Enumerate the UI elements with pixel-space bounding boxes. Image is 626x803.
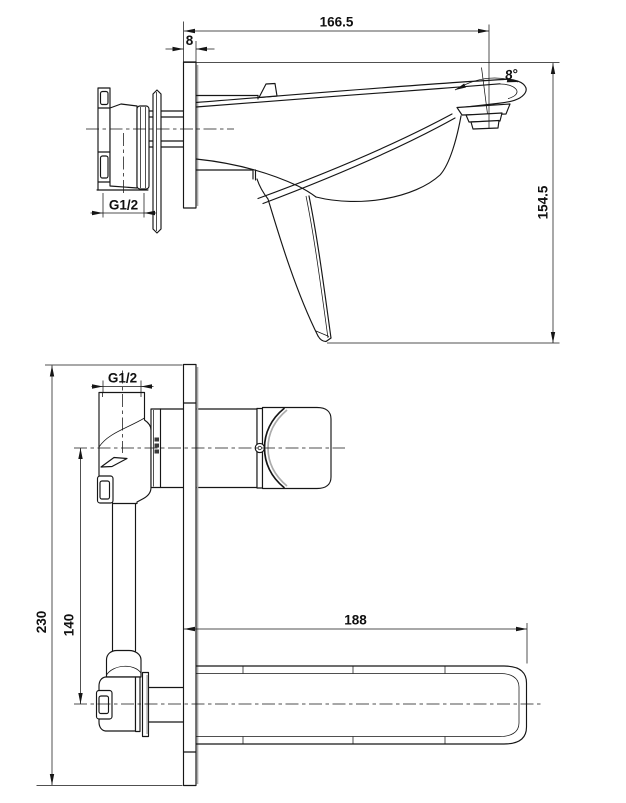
side-port-inner — [100, 481, 110, 499]
arrowhead — [50, 774, 54, 785]
spout-top-edge — [196, 80, 503, 103]
arrowhead — [78, 693, 82, 704]
dim-port-spacing — [62, 448, 83, 704]
arrowhead — [144, 211, 155, 215]
aerator-face — [471, 121, 499, 130]
arrowhead — [516, 627, 527, 631]
dim-spout-reach — [184, 15, 490, 129]
arrowhead — [50, 366, 54, 377]
arrowhead — [92, 211, 103, 215]
side-spout — [196, 79, 526, 203]
front-wall-plate — [184, 365, 198, 786]
spout-inner-line — [196, 674, 519, 737]
dim-thread-front-label: G1/2 — [107, 370, 138, 386]
arrowhead — [92, 384, 103, 388]
lever-back-edge — [309, 196, 331, 338]
ring-marking — [155, 438, 160, 442]
spout-crease-1 — [258, 114, 452, 199]
outlet-port-inner — [99, 696, 109, 714]
side-spout-base — [196, 96, 258, 181]
lever-fin — [259, 84, 277, 98]
arrowhead — [551, 332, 555, 343]
side-view — [86, 15, 560, 344]
ring-marking — [155, 444, 160, 448]
side-lever-handle — [257, 179, 331, 342]
front-outlet-stub — [149, 688, 184, 723]
dim-port-spacing-label: 140 — [61, 613, 77, 637]
spout-belly — [316, 116, 461, 201]
front-outlet-assembly — [97, 504, 149, 737]
dim-plate-thickness-label: 8 — [185, 33, 194, 48]
arrowhead — [196, 47, 207, 51]
front-spout-cylinder — [196, 666, 527, 744]
arrowhead — [141, 384, 152, 388]
dim-overall-height-label: 230 — [34, 610, 49, 634]
dim-spout-angle-label: 8° — [503, 66, 519, 83]
dim-thread-side-label: G1/2 — [108, 197, 139, 213]
arrowhead — [551, 63, 555, 74]
dim-spout-length — [184, 613, 527, 664]
arrowhead — [78, 448, 82, 459]
dim-thread-side — [91, 193, 157, 218]
side-wall-plate — [184, 62, 198, 208]
spout-crease-2 — [263, 118, 455, 204]
ring-marking — [155, 450, 160, 454]
spout-outline — [196, 666, 527, 744]
dim-spout-reach-label: 166.5 — [319, 14, 354, 30]
dim-spout-length-label: 188 — [344, 612, 367, 628]
arrowhead — [478, 29, 489, 33]
inlet-port-bottom — [101, 156, 109, 178]
spout-nose-inner — [500, 84, 517, 99]
lever-tip — [318, 336, 331, 342]
connector-shoulder — [107, 651, 142, 678]
inlet-port-top — [101, 92, 109, 105]
dim-plate-thickness — [166, 33, 215, 62]
valve-nut — [137, 106, 149, 189]
arrowhead — [173, 47, 184, 51]
dim-height-154-label: 154.5 — [535, 185, 551, 220]
front-view — [34, 365, 541, 786]
